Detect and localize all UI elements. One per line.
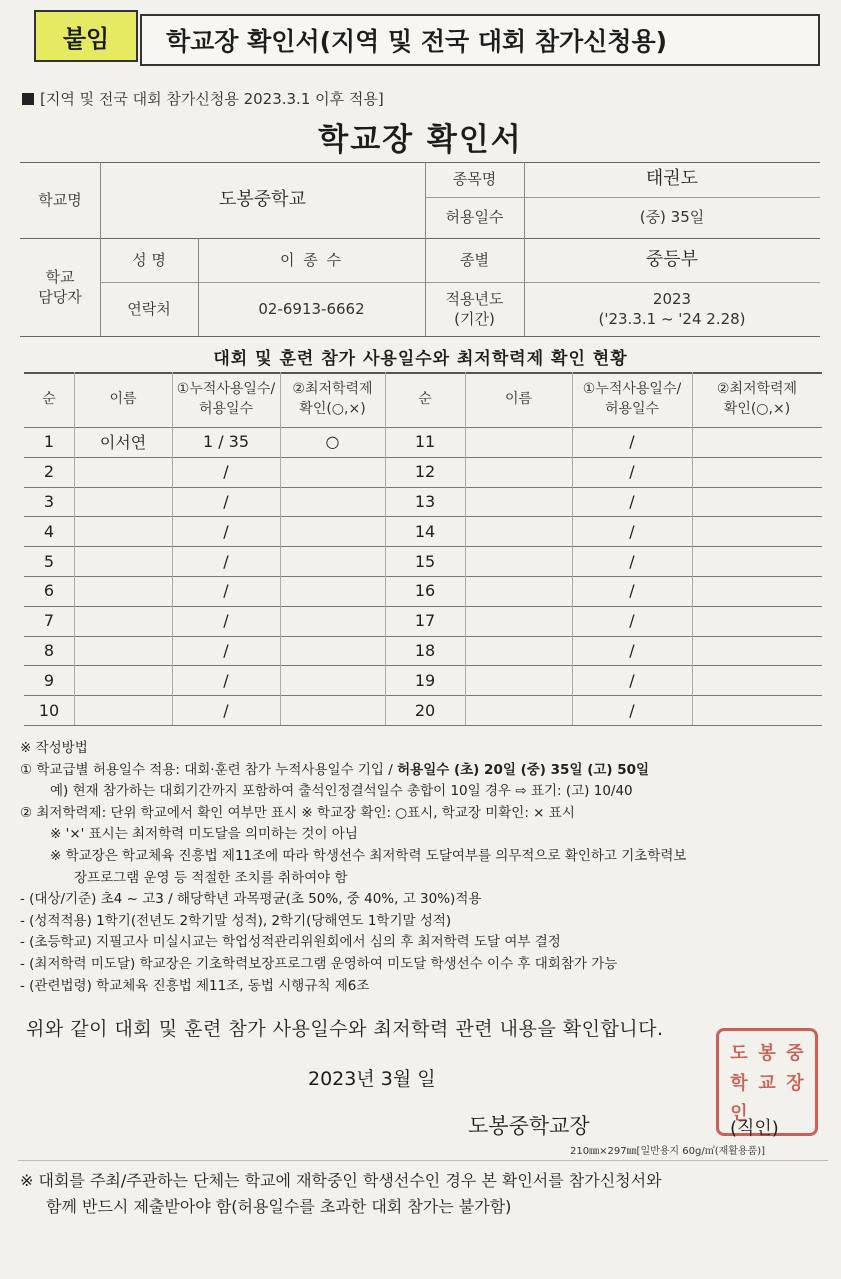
table-cell-days: / xyxy=(223,551,229,571)
table-cell-name xyxy=(465,636,572,666)
table-cell-no: 9 xyxy=(43,670,55,690)
page-title: 학교장 확인서 xyxy=(318,122,523,158)
table-cell-no: 6 xyxy=(43,581,55,601)
applicability-note xyxy=(22,88,384,109)
event-label: 종목명 xyxy=(452,170,497,189)
column-header-name: 이름 xyxy=(109,390,137,407)
table-cell-no: 16 xyxy=(414,581,436,601)
table-cell-name xyxy=(465,695,572,725)
table-cell-name xyxy=(74,576,172,606)
table-cell-grade xyxy=(692,576,822,606)
section-title: 대회 및 훈련 참가 사용일수와 최저학력제 확인 현황 xyxy=(213,349,628,369)
table-cell-days: / xyxy=(629,700,635,720)
seal-label: (직인) xyxy=(730,1118,779,1139)
division-value: 중등부 xyxy=(645,248,699,270)
attachment-tag: 붙임 xyxy=(34,10,138,62)
year-label: 적용년도 (기간) xyxy=(445,289,504,328)
table-cell-no: 5 xyxy=(43,551,55,571)
note-7: - (초등학교) 지필고사 미실시교는 학업성적관리위원회에서 심의 후 최저학력 도달 여부 결정 xyxy=(20,934,561,951)
table-cell-no: 1 xyxy=(43,432,55,452)
name-label: 성 명 xyxy=(132,250,166,269)
school-name-label: 학교명 xyxy=(38,190,82,209)
table-cell-grade xyxy=(692,427,822,457)
table-cell-grade xyxy=(692,695,822,725)
school-name-value: 도봉중학교 xyxy=(219,188,306,210)
table-cell-no: 2 xyxy=(43,462,55,482)
note-4b: 장프로그램 운영 등 적절한 조치를 취하여야 함 xyxy=(74,869,348,886)
footer-line-1: ※ 대회를 주최/주관하는 단체는 학교에 재학중인 학생선수인 경우 본 확인서를 참가신청서와 xyxy=(20,1171,662,1190)
info-table-bottom-border xyxy=(20,336,820,337)
table-cell-name xyxy=(465,457,572,487)
table-cell-grade xyxy=(280,665,385,695)
name-value: 이 종 수 xyxy=(279,250,343,269)
table-row-divider xyxy=(24,725,822,726)
table-cell-days: 1 / 35 xyxy=(202,432,250,452)
table-cell-no: 3 xyxy=(43,491,55,511)
table-cell-days: / xyxy=(223,700,229,720)
header-title-box xyxy=(140,14,820,66)
division-label: 종별 xyxy=(460,250,489,269)
table-cell-name xyxy=(465,427,572,457)
table-cell-days: / xyxy=(223,611,229,631)
table-cell-name xyxy=(465,487,572,517)
footer-note xyxy=(20,1168,820,1221)
manager-label: 학교 담당자 xyxy=(38,267,82,306)
column-header-days: ①누적사용일수/ 허용일수 xyxy=(582,380,682,417)
table-cell-name xyxy=(74,516,172,546)
paper-spec: 210㎜×297㎜[일반용지 60g/㎡(재활용품)] xyxy=(570,1146,766,1157)
table-cell-days: / xyxy=(629,670,635,690)
table-cell-days: / xyxy=(223,521,229,541)
contact-value: 02-6913-6662 xyxy=(258,299,365,318)
black-square-icon xyxy=(22,93,34,105)
seal-character: 학 xyxy=(730,1073,748,1094)
footer-divider xyxy=(18,1160,828,1161)
contact-label: 연락처 xyxy=(127,299,171,318)
writing-instructions xyxy=(20,738,820,997)
table-cell-no: 10 xyxy=(38,700,60,720)
column-header-grade: ②최저학력제 확인(○,×) xyxy=(716,380,798,417)
seal-character: 봉 xyxy=(758,1043,776,1064)
table-cell-name xyxy=(465,665,572,695)
column-header-days: ①누적사용일수/ 허용일수 xyxy=(176,380,276,417)
table-cell-no: 13 xyxy=(414,491,436,511)
event-value: 태권도 xyxy=(645,168,699,190)
allowed-days-label: 허용일수 xyxy=(445,208,504,227)
date-line: 2023년 3월 일 xyxy=(308,1068,436,1090)
seal-character: 도 xyxy=(730,1043,748,1064)
note-1 xyxy=(20,760,820,782)
seal-character: 교 xyxy=(758,1073,776,1094)
table-cell-no: 7 xyxy=(43,611,55,631)
applicability-text: [지역 및 전국 대회 참가신청용 2023.3.1 이후 적용] xyxy=(40,90,384,108)
table-cell-grade xyxy=(280,487,385,517)
table-cell-grade xyxy=(280,457,385,487)
confirmation-statement: 위와 같이 대회 및 훈련 참가 사용일수와 최저학력 관련 내용을 확인합니다. xyxy=(26,1018,664,1040)
column-header-no: 순 xyxy=(418,390,432,407)
note-6: - (성적적용) 1학기(전년도 2학기말 성적), 2학기(당해연도 1학기말 성적) xyxy=(20,912,452,929)
table-cell-days: / xyxy=(629,432,635,452)
year-value: 2023 xyxy=(652,289,692,308)
table-cell-grade xyxy=(692,457,822,487)
table-cell-days: / xyxy=(223,462,229,482)
note-9: - (관련법령) 학교체육 진흥법 제11조, 동법 시행규칙 제6조 xyxy=(20,977,370,994)
table-cell-days: / xyxy=(223,491,229,511)
table-cell-name xyxy=(74,457,172,487)
table-cell-name xyxy=(74,606,172,636)
note-3: ※ '×' 표시는 최저학력 미도달을 의미하는 것이 아님 xyxy=(50,826,358,843)
column-header-grade: ②최저학력제 확인(○,×) xyxy=(292,380,373,417)
table-cell-days: / xyxy=(629,462,635,482)
table-cell-name xyxy=(74,665,172,695)
table-cell-grade xyxy=(280,695,385,725)
table-cell-days: / xyxy=(223,581,229,601)
table-cell-no: 20 xyxy=(414,700,436,720)
note-4a: ※ 학교장은 학교체육 진흥법 제11조에 따라 학생선수 최저학력 도달여부를 의무적으로 확인하고 기초학력보 xyxy=(50,847,687,864)
allowed-days-value: (중) 35일 xyxy=(639,208,705,227)
note-5: - (대상/기준) 초4 ~ 고3 / 해당학년 과목평균(초 50%, 중 40%, 고 30%)적용 xyxy=(20,891,482,908)
table-cell-days: / xyxy=(629,581,635,601)
note-2: ② 최저학력제: 단위 학교에서 확인 여부만 표시 ※ 학교장 확인: ○표시, 학교장 미확인: × 표시 xyxy=(20,804,575,821)
header-box-title: 학교장 확인서(지역 및 전국 대회 참가신청용) xyxy=(166,27,668,56)
table-cell-name: 이서연 xyxy=(99,433,147,453)
note-1-example: 예) 현재 참가하는 대회기간까지 포함하여 출석인정결석일수 총합이 10일 경우 ⇨ 표기: (고) 10/40 xyxy=(50,783,633,800)
principal-name: 도봉중학교장 xyxy=(468,1114,590,1138)
table-cell-no: 14 xyxy=(414,521,436,541)
table-cell-no: 18 xyxy=(414,640,436,660)
table-cell-no: 11 xyxy=(414,432,436,452)
table-cell-grade xyxy=(280,576,385,606)
table-cell-grade xyxy=(692,487,822,517)
table-cell-name xyxy=(465,546,572,576)
note-1-bold: 허용일수 (초) 20일 (중) 35일 (고) 50일 xyxy=(397,761,650,778)
column-header-no: 순 xyxy=(42,390,56,407)
table-cell-no: 4 xyxy=(43,521,55,541)
table-cell-no: 17 xyxy=(414,611,436,631)
table-cell-no: 15 xyxy=(414,551,436,571)
table-cell-no: 12 xyxy=(414,462,436,482)
table-cell-grade xyxy=(280,636,385,666)
table-cell-name xyxy=(74,546,172,576)
note-1-text: ① 학교급별 허용일수 적용: 대회·훈련 참가 누적사용일수 기입 / xyxy=(20,761,398,778)
table-cell-name xyxy=(74,695,172,725)
seal-character: 중 xyxy=(786,1043,804,1064)
table-cell-name xyxy=(465,516,572,546)
table-cell-grade xyxy=(692,516,822,546)
table-cell-days: / xyxy=(223,670,229,690)
table-cell-days: / xyxy=(223,640,229,660)
table-cell-grade xyxy=(692,636,822,666)
table-cell-name xyxy=(465,576,572,606)
table-cell-grade xyxy=(280,516,385,546)
seal-character: 인 xyxy=(730,1103,748,1124)
table-cell-days: / xyxy=(629,611,635,631)
period-value: ('23.3.1 ~ '24 2.28) xyxy=(598,310,746,328)
table-cell-grade xyxy=(692,665,822,695)
table-cell-name xyxy=(74,636,172,666)
table-cell-grade xyxy=(280,606,385,636)
table-cell-days: / xyxy=(629,640,635,660)
table-cell-grade xyxy=(280,546,385,576)
table-cell-no: 8 xyxy=(43,640,55,660)
table-cell-grade xyxy=(692,606,822,636)
table-cell-no: 19 xyxy=(414,670,436,690)
table-cell-days: / xyxy=(629,491,635,511)
table-cell-days: / xyxy=(629,521,635,541)
notes-heading: ※ 작성방법 xyxy=(20,740,88,756)
column-header-name: 이름 xyxy=(504,390,533,407)
table-cell-grade: ○ xyxy=(325,432,340,452)
seal-character: 장 xyxy=(786,1073,804,1094)
table-cell-days: / xyxy=(629,551,635,571)
note-8: - (최저학력 미도달) 학교장은 기초학력보장프로그램 운영하여 미도달 학생선수 이수 후 대회참가 가능 xyxy=(20,955,618,972)
footer-line-2: 함께 반드시 제출받아야 함(허용일수를 초과한 대회 참가는 불가함) xyxy=(46,1197,512,1217)
year-value-cell xyxy=(524,282,820,336)
table-cell-name xyxy=(74,487,172,517)
table-cell-grade xyxy=(692,546,822,576)
table-cell-name xyxy=(465,606,572,636)
